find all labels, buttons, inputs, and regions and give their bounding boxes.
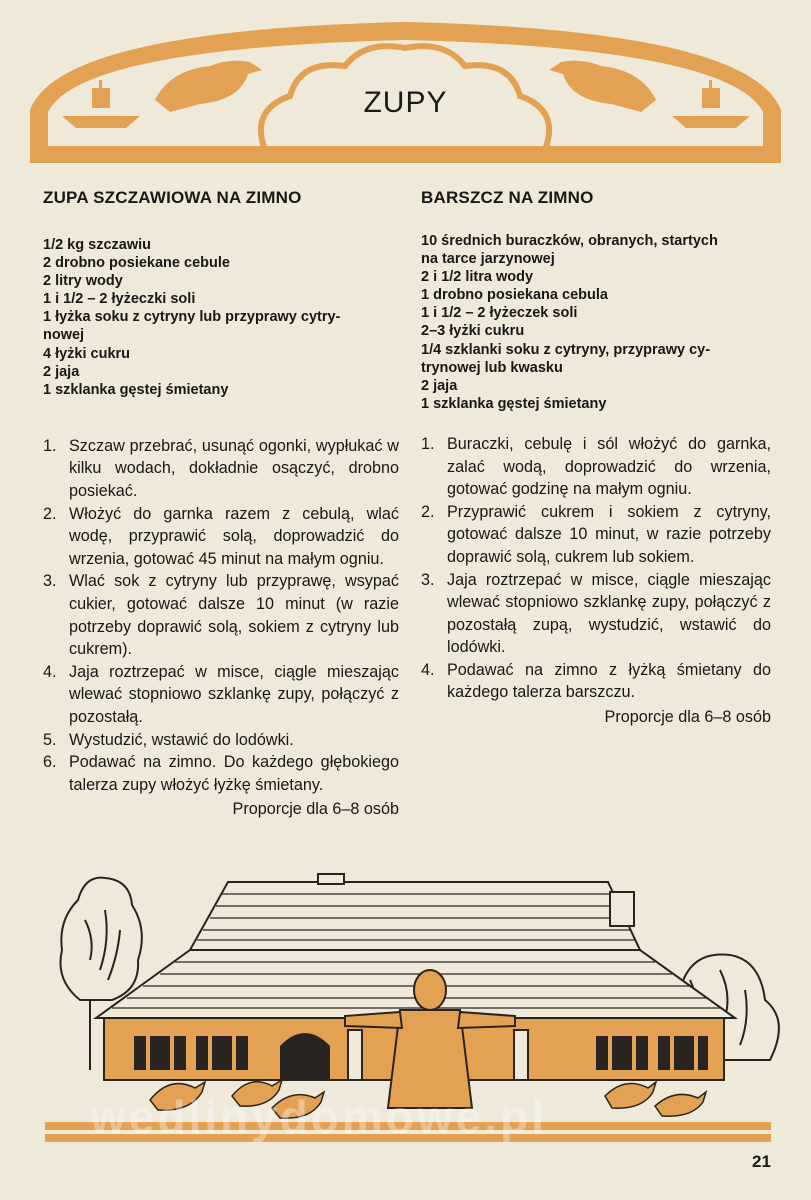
step-text: Wlać sok z cytryny lub przyprawę, wsypać cukier, gotować dalsze 10 minut (w razie potrzeby doprawić solą, sokiem z cytryny lub cukrem). (69, 572, 399, 659)
step (421, 433, 771, 501)
step-number: 5. (43, 730, 57, 749)
ingredient: trynowej lub kwasku (421, 359, 563, 376)
step-number: 3. (43, 572, 57, 591)
recipe-left (43, 188, 399, 819)
ingredient-list (421, 232, 771, 413)
step (43, 435, 399, 503)
ingredient: 1 szklanka gęstej śmietany (43, 381, 229, 398)
ingredient: 2 drobno posiekane cebule (43, 255, 230, 272)
header-banner (0, 0, 811, 170)
ingredient: 2 jaja (421, 377, 458, 394)
step (43, 751, 399, 796)
proportions: Proporcje dla 6–8 osób (232, 800, 399, 819)
step-text: Przyprawić cukrem i sokiem z cytryny, gotować dalsze 10 minut, w razie potrzeby doprawić solą, cukrem lub sokiem. (447, 502, 771, 566)
step-number: 2. (421, 502, 435, 521)
step-number: 3. (421, 570, 435, 589)
page-title: ZUPY (363, 86, 448, 119)
step-text: Podawać na zimno z łyżką śmietany do każdego talerza barszczu. (447, 660, 771, 702)
recipe-title: ZUPA SZCZAWIOWA NA ZIMNO (43, 188, 302, 207)
step-text: Wystudzić, wstawić do lodówki. (69, 730, 294, 749)
step-text: Buraczki, cebulę i sól włożyć do garnka, zalać wodą, doprowadzić do wrzenia, gotować godzinę na małym ogniu. (447, 434, 771, 499)
ingredient: 1 i 1/2 – 2 łyżeczek soli (421, 305, 578, 322)
recipe-title: BARSZCZ NA ZIMNO (421, 188, 594, 207)
ingredient: 1 szklanka gęstej śmietany (421, 395, 607, 412)
recipe-right (421, 188, 771, 727)
step-list (421, 433, 771, 704)
step-number: 2. (43, 504, 57, 523)
step-number: 6. (43, 753, 57, 772)
step-text: Jaja roztrzepać w misce, ciągle mieszając wlewać stopniowo szklankę zupy, połączyć z pozostałą zupą, wystudzić, wstawić do lodówki. (447, 570, 771, 657)
ingredient: 10 średnich buraczków, obranych, startych (421, 233, 718, 249)
ingredient: 1/2 kg szczawiu (43, 237, 151, 253)
ingredient: 1/4 szklanki soku z cytryny, przyprawy cy- (421, 341, 711, 358)
step (43, 503, 399, 571)
step (421, 659, 771, 704)
step (43, 661, 399, 729)
ingredient: 1 i 1/2 – 2 łyżeczki soli (43, 291, 196, 308)
header-ornament (0, 0, 811, 170)
ingredient: 1 łyżka soku z cytryny lub przyprawy cytry- (43, 309, 341, 326)
step-number: 4. (421, 660, 435, 679)
ingredient: nowej (43, 327, 85, 344)
step-text: Podawać na zimno. Do każdego głębokiego talerza zupy włożyć łyżkę śmietany. (69, 753, 399, 794)
ingredient: 2 i 1/2 litra wody (421, 269, 534, 286)
step (43, 570, 399, 660)
ingredient-list (43, 236, 399, 399)
step (421, 501, 771, 569)
ingredient: 1 drobno posiekana cebula (421, 287, 608, 304)
step-number: 4. (43, 662, 57, 681)
step (43, 729, 399, 752)
step-text: Jaja roztrzepać w misce, ciągle mieszając wlewać stopniowo szklankę zupy, połączyć z pozostałą. (69, 662, 399, 726)
ingredient: 2 jaja (43, 363, 80, 380)
step-text: Szczaw przebrać, usunąć ogonki, wypłukać w kilku wodach, dokładnie osączyć, drobno posiekać. (69, 436, 399, 501)
step-number: 1. (43, 436, 57, 455)
step (421, 569, 771, 659)
ingredient: 4 łyżki cukru (43, 345, 131, 362)
step-text: Włożyć do garnka razem z cebulą, wlać wodę, przyprawić solą, doprowadzić do wrzenia, gotować 45 minut na małym ogniu. (69, 504, 399, 568)
watermark: wedlinydomowe.pl (90, 1091, 547, 1143)
proportions: Proporcje dla 6–8 osób (604, 708, 771, 727)
step-number: 1. (421, 434, 435, 453)
ingredient: na tarce jarzynowej (421, 251, 555, 268)
ingredient: 2 litry wody (43, 273, 123, 290)
step-list (43, 435, 399, 797)
page-number: 21 (752, 1152, 771, 1171)
ingredient: 2–3 łyżki cukru (421, 323, 525, 340)
